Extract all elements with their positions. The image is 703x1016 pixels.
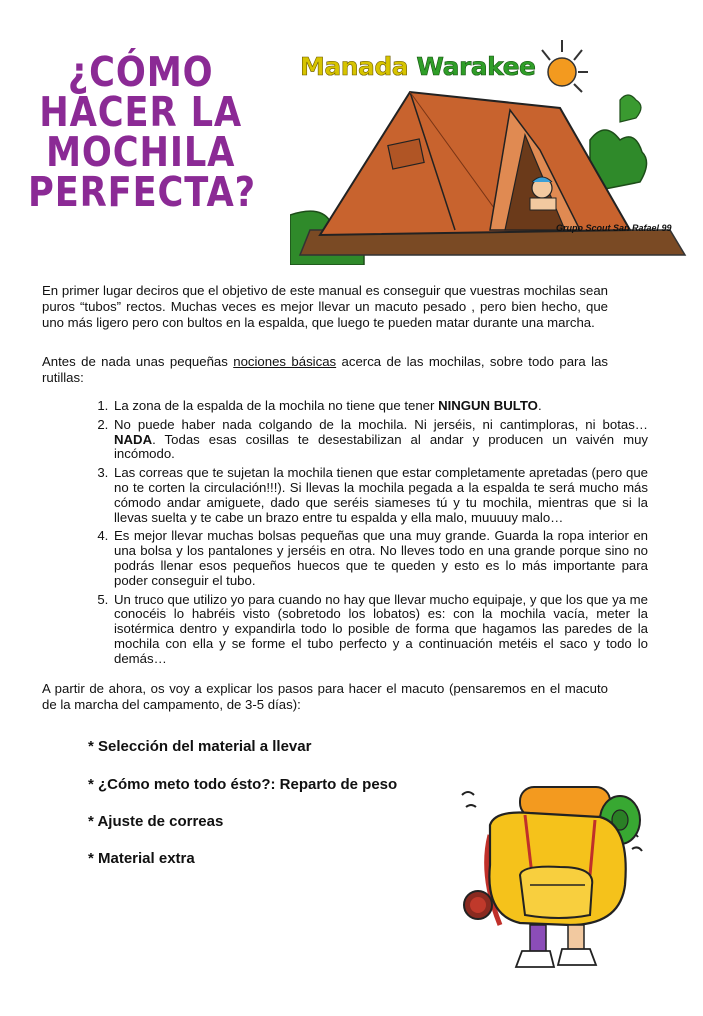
rule-text: La zona de la espalda de la mochila no tiene que tener — [114, 398, 439, 413]
list-item — [112, 418, 648, 462]
hiker-backpack-illustration — [450, 775, 655, 985]
rule-text: Es mejor llevar muchas bolsas pequeñas que una muy grande. Guarda la ropa interior en una bolsa y los pantalones y jerséis en otra. No lleves todo en una grande porque sino no podrás llenar esos pequeños huecos que te queden y esto es lo más importante para poder conseguir el tubo. — [114, 528, 648, 588]
intro-paragraph: En primer lugar deciros que el objetivo de este manual es conseguir que vuestras mochilas sean puros “tubos” rectos. Muchas veces es mejor llevar un macuto pesado , pero bien hecho, que uno más ligero pero con bultos en la espalda, que luego te pueden matar durante una marcha. — [42, 283, 608, 331]
list-item — [112, 529, 648, 588]
brand-logo — [300, 52, 536, 81]
title-line: PERFECTA? — [28, 168, 256, 216]
rule-text: . — [537, 398, 542, 413]
rule-emphasis: NINGUN BULTO — [438, 398, 538, 413]
step-item: * Ajuste de correas — [88, 813, 224, 830]
page-title — [28, 48, 256, 216]
basics-paragraph — [42, 354, 608, 386]
basics-before: Antes de nada unas pequeñas — [42, 354, 234, 369]
list-item — [112, 593, 648, 667]
step-item: * Selección del material a llevar — [88, 738, 312, 755]
rule-text: No puede haber nada colgando de la mochila. Ni jerséis, ni cantimploras, ni botas… — [114, 416, 648, 432]
group-label: Grupo Scout San Rafael 99 — [556, 223, 672, 233]
rules-list — [72, 399, 648, 671]
title-line: HACER LA — [39, 88, 243, 136]
brand-manada: Manada — [300, 52, 417, 81]
basics-after: acerca de las mochilas, sobre todo para las rutillas: — [42, 354, 609, 386]
rule-text: Un truco que utilizo yo para cuando no hay que llevar mucho equipaje, y que los que ya me conocéis lo habréis visto (sobretodo los lobatos) es: con la mochila vacía, meter la isotérmica dentro y expandirla todo lo posible de forma que hagamos las paredes de la mochila con ella y se forme el tubo perfecto y a continuación metéis el saco y todo lo demás… — [114, 591, 648, 666]
steps-intro: A partir de ahora, os voy a explicar los pasos para hacer el macuto (pensaremos en el macuto de la marcha del campamento, de 3-5 días): — [42, 681, 608, 713]
list-item — [112, 399, 648, 414]
rule-emphasis: NADA — [114, 431, 153, 447]
brand-warakee: Warakee — [416, 52, 536, 81]
title-line: ¿CÓMO — [67, 48, 214, 96]
sun-icon — [542, 40, 588, 92]
step-item: * ¿Cómo meto todo ésto?: Reparto de peso — [88, 776, 398, 793]
list-item — [112, 466, 648, 525]
title-line: MOCHILA — [45, 128, 236, 176]
step-item: * Material extra — [88, 850, 195, 867]
basics-link: nociones básicas — [233, 354, 337, 369]
rule-text: . Todas esas cosillas te desestabilizan al andar y producen un vaivén muy incómodo. — [114, 431, 648, 462]
rule-text: Las correas que te sujetan la mochila tienen que estar completamente apretadas (pero que no te corten la circulación!!!). Si llevas la mochila pegada a la espalda te será mucho más cómodo andar amiguete, dado que seréis siameses tú y tu mochila, mientras que si la llevas suelta y te cabe un brazo entre tu espalda y ella malo, muuuuy malo… — [114, 465, 648, 525]
